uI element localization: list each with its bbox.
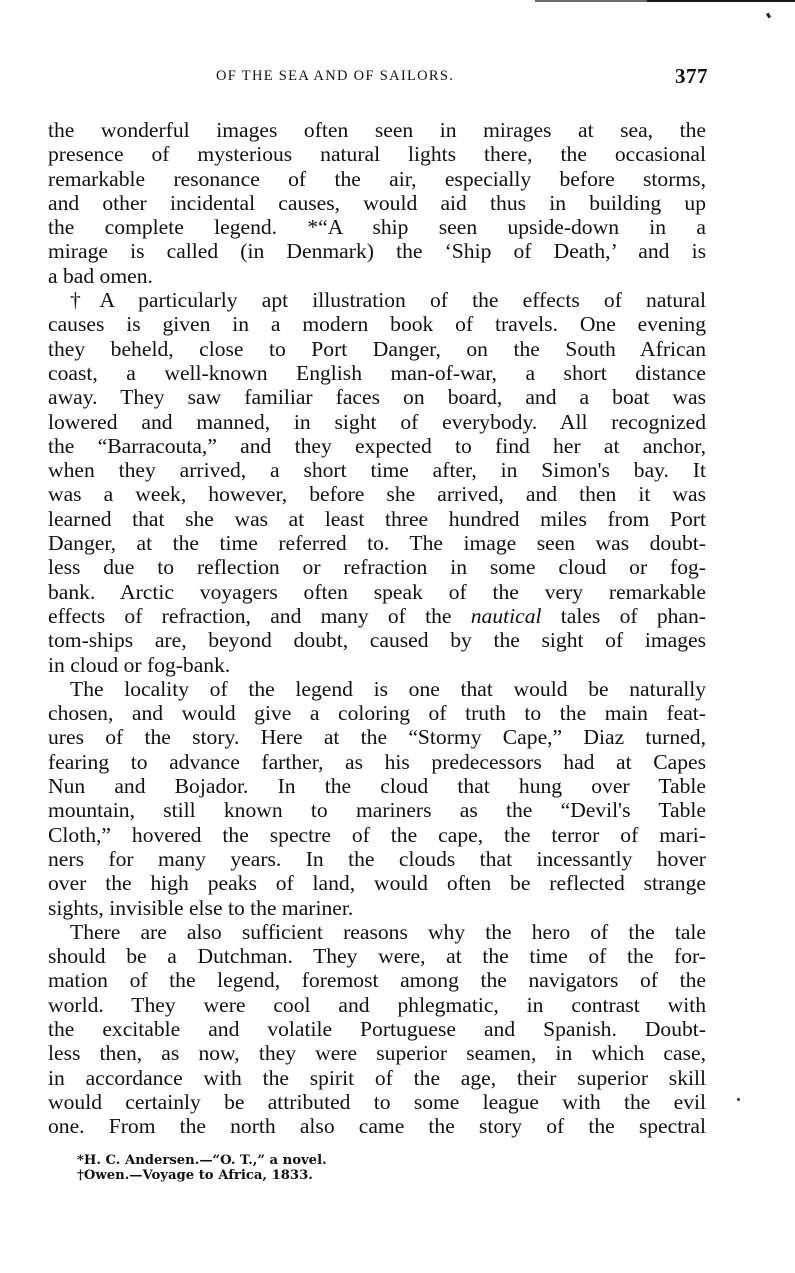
scan-speck xyxy=(737,1098,740,1101)
text-line: bank. Arctic voyagers often speak of the very remarkable xyxy=(48,579,706,604)
text-line: mountain, still known to mariners as the “Devil's Table xyxy=(48,798,706,823)
text-line: sights, invisible else to the mariner. xyxy=(48,895,354,920)
italic-word: nautical xyxy=(470,603,542,628)
text-line: effects of refraction, and many of the nautical tales of phan- xyxy=(48,603,706,628)
text-line: the complete legend. *“A ship seen upside-down in a xyxy=(48,215,706,240)
text-line: world. They were cool and phlegmatic, in contrast with xyxy=(48,992,706,1017)
text-line: the “Barracouta,” and they expected to find her at anchor, xyxy=(48,433,706,458)
text-line: the wonderful images often seen in mirages at sea, the xyxy=(48,118,706,142)
text-line: would certainly be attributed to some league with the evil xyxy=(48,1089,706,1114)
text-line: ners for many years. In the clouds that incessantly hover xyxy=(48,846,706,871)
text-line: in cloud or fog-bank. xyxy=(48,652,231,677)
text-line: less due to reflection or refraction in some cloud or fog- xyxy=(48,555,706,580)
page-number: 377 xyxy=(675,64,708,88)
text-line: mation of the legend, foremost among the navigators of the xyxy=(48,968,706,993)
paragraph xyxy=(48,920,706,1139)
text-line: the excitable and volatile Portuguese and Spanish. Doubt- xyxy=(48,1016,706,1041)
scan-edge-line-dark xyxy=(647,0,795,2)
page-header xyxy=(48,66,708,94)
text-line: should be a Dutchman. They were, at the time of the for- xyxy=(48,944,706,969)
paragraph xyxy=(48,288,706,677)
text-line: Cloth,” hovered the spectre of the cape, the terror of mari- xyxy=(48,822,706,847)
text-line: remarkable resonance of the air, especially before storms, xyxy=(48,166,706,191)
scan-speck xyxy=(766,13,771,19)
text-line: they beheld, close to Port Danger, on the South African xyxy=(48,336,706,361)
text-line: lowered and manned, in sight of everybody. All recognized xyxy=(48,409,706,434)
text-line: and other incidental causes, would aid thus in building up xyxy=(48,190,706,215)
paragraph xyxy=(48,677,706,920)
text-line: chosen, and would give a coloring of truth to the main feat- xyxy=(48,701,706,726)
text-line: was a week, however, before she arrived, and then it was xyxy=(48,482,706,507)
text-line: away. They saw familiar faces on board, and a boat was xyxy=(48,385,706,410)
scan-edge-line xyxy=(535,0,795,2)
text-line: The locality of the legend is one that would be naturally xyxy=(70,676,706,701)
text-line: tom-ships are, beyond doubt, caused by the sight of images xyxy=(48,628,706,653)
text-line: in accordance with the spirit of the age, their superior skill xyxy=(48,1065,706,1090)
text-line: a bad omen. xyxy=(48,263,153,288)
text-line: when they arrived, a short time after, in Simon's bay. It xyxy=(48,458,706,483)
text-line: †A particularly apt illustration of the effects of natural xyxy=(70,288,706,313)
text-line: one. From the north also came the story of the spectral xyxy=(48,1114,706,1139)
text-line: coast, a well-known English man-of-war, a short distance xyxy=(48,360,706,385)
text-line: presence of mysterious natural lights there, the occasional xyxy=(48,142,706,167)
running-head: OF THE SEA AND OF SAILORS. xyxy=(216,68,455,84)
text-line: Nun and Bojador. In the cloud that hung over Table xyxy=(48,774,706,799)
text-line: ures of the story. Here at the “Stormy Cape,” Diaz turned, xyxy=(48,725,706,750)
text-line: Danger, at the time referred to. The image seen was doubt- xyxy=(48,531,706,556)
body-text xyxy=(48,118,706,1138)
text-line: causes is given in a modern book of travels. One evening xyxy=(48,312,706,337)
text-line: There are also sufficient reasons why the hero of the tale xyxy=(70,919,706,944)
paragraph xyxy=(48,118,706,288)
footnotes xyxy=(77,1154,327,1183)
footnote-dagger: †Owen.—Voyage to Africa, 1833. xyxy=(77,1167,313,1183)
footnote-asterisk: *H. C. Andersen.—“O. T.,” a novel. xyxy=(77,1153,327,1168)
text-line: over the high peaks of land, would often be reflected strange xyxy=(48,871,706,896)
text-line: less then, as now, they were superior seamen, in which case, xyxy=(48,1041,706,1066)
text-line: fearing to advance farther, as his predecessors had at Capes xyxy=(48,749,706,774)
text-line: mirage is called (in Denmark) the ‘Ship of Death,’ and is xyxy=(48,239,706,264)
text-line: learned that she was at least three hundred miles from Port xyxy=(48,506,706,531)
